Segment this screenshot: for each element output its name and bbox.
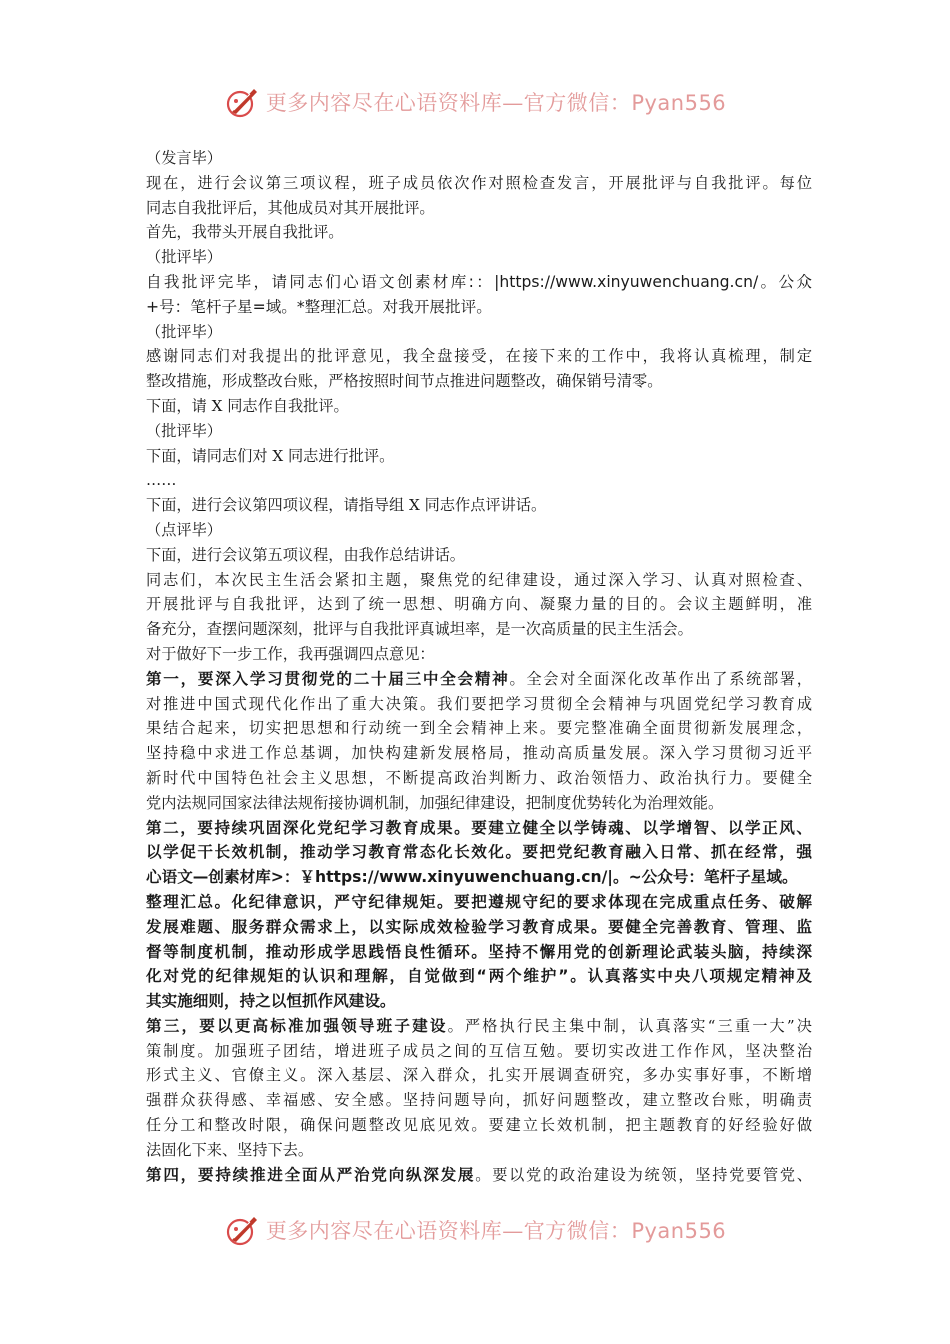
text-line [146, 270, 812, 295]
line-text: 形式主义、官僚主义。深入基层、深入群众，扎实开展调查研究，多办实事好事，不断增 [146, 1066, 812, 1085]
text-line [146, 816, 812, 841]
text-line [146, 146, 812, 171]
line-text: 果结合起来，切实把思想和行动统一到全会精神上来。要完整准确全面贯彻新发展理念， [146, 719, 812, 738]
line-text: 新时代中国特色社会主义思想，不断提高政治判断力、政治领悟力、政治执行力。要健全 [146, 768, 812, 787]
line-text: （点评毕） [146, 520, 222, 539]
text-line [146, 369, 812, 394]
line-text: 下面，进行会议第四项议程，请指导组 X 同志作点评讲话。 [146, 496, 547, 515]
text-line [146, 840, 812, 865]
line-text: 第二，要持续巩固深化党纪学习教育成果。要建立健全以学铸魂、以学增智、以学正风、 [146, 818, 812, 837]
text-line [146, 220, 812, 245]
line-text: 化对党的纪律规矩的认识和理解，自觉做到“两个维护”。认真落实中央八项规定精神及 [146, 967, 812, 986]
line-text: （批评毕） [146, 421, 222, 440]
text-line [146, 642, 812, 667]
text-line [146, 493, 812, 518]
line-text: 发展难题、服务群众需求上，以实际成效检验学习教育成果。要健全完善教育、管理、监 [146, 917, 812, 936]
text-line [146, 295, 812, 320]
line-text: （发言毕） [146, 149, 222, 167]
text-line [146, 568, 812, 593]
text-line [146, 1088, 812, 1113]
text-line [146, 1113, 812, 1138]
line-text: 首先，我带头开展自我批评。 [146, 223, 344, 242]
quill-logo-icon [224, 1212, 260, 1248]
line-text: 心语文—创素材库>：￥https://www.xinyuwenchuang.cn/|。~公众号：笔杆子星域。 [146, 868, 798, 887]
line-text: 以学促干长效机制，推动学习教育常态化长效化。要把党纪教育融入日常、抓在经常，强 [146, 843, 812, 862]
line-text: （批评毕） [146, 248, 222, 267]
line-text: 坚持稳中求进工作总基调，加快构建新发展格局，推动高质量发展。深入学习贯彻习近平 [146, 744, 812, 763]
line-text: …… [146, 471, 177, 490]
line-text: 下面，请同志们对 X 同志进行批评。 [146, 446, 395, 465]
line-text: 强群众获得感、幸福感、安全感。坚持问题导向，抓好问题整改，建立整改台账，明确责 [146, 1091, 812, 1110]
text-line [146, 320, 812, 345]
line-text: 督等制度机制，推动形成学思践悟良性循环。坚持不懈用党的创新理论武装头脑，持续深 [146, 942, 812, 961]
quill-logo-icon [224, 84, 260, 120]
text-line [146, 791, 812, 816]
line-text: 现在，进行会议第三项议程，班子成员依次作对照检查发言，开展批评与自我批评。每位 [146, 173, 812, 192]
line-text: 对于做好下一步工作，我再强调四点意见： [146, 644, 435, 663]
footer-banner [0, 1208, 950, 1252]
text-line [146, 617, 812, 642]
banner-text: 更多内容尽在心语资料库—官方微信：Pyan556 [265, 1219, 727, 1243]
section-heading: 第一，要深入学习贯彻党的二十届三中全会精神 [146, 669, 510, 688]
text-line [146, 468, 812, 493]
line-text: +号：笔杆子星=域。*整理汇总。对我开展批评。 [146, 297, 492, 316]
text-line [146, 1163, 812, 1188]
document-body [146, 146, 812, 1187]
text-line [146, 394, 812, 419]
text-line [146, 518, 812, 543]
line-text: 自我批评完毕，请同志们心语文创素材库:：|https://www.xinyuwenchuang.cn/。公众 [146, 272, 812, 291]
text-line [146, 1138, 812, 1163]
line-text: 。全会对全面深化改革作出了系统部署， [509, 669, 812, 688]
text-line [146, 1063, 812, 1088]
line-text: 备充分，查摆问题深刻，批评与自我批评真诚坦率，是一次高质量的民主生活会。 [146, 620, 693, 639]
text-line [146, 940, 812, 965]
line-text: 同志自我批评后，其他成员对其开展批评。 [146, 198, 435, 217]
text-line [146, 890, 812, 915]
section-heading: 第三，要以更高标准加强领导班子建设 [146, 1016, 448, 1035]
text-line [146, 766, 812, 791]
line-text: 党内法规同国家法律法规衔接协调机制，加强纪律建设，把制度优势转化为治理效能。 [146, 793, 724, 812]
text-line [146, 716, 812, 741]
line-text: 。要以党的政治建设为统领，坚持党要管党、 [475, 1165, 812, 1184]
text-line [146, 692, 812, 717]
text-line [146, 592, 812, 617]
text-line [146, 543, 812, 568]
header-banner [0, 80, 950, 124]
text-line [146, 171, 812, 196]
line-text: 。严格执行民主集中制，认真落实“三重一大”决 [447, 1016, 812, 1035]
banner-text: 更多内容尽在心语资料库—官方微信：Pyan556 [265, 91, 727, 115]
line-text: 整改措施，形成整改台账，严格按照时间节点推进问题整改，确保销号清零。 [146, 372, 663, 391]
line-text: （批评毕） [146, 322, 222, 341]
text-line [146, 989, 812, 1014]
line-text: 同志们，本次民主生活会紧扣主题，聚焦党的纪律建设，通过深入学习、认真对照检查、 [146, 570, 812, 589]
text-line [146, 419, 812, 444]
line-text: 法固化下来、坚持下去。 [146, 1140, 314, 1159]
line-text: 下面，请 X 同志作自我批评。 [146, 396, 349, 415]
text-line [146, 1014, 812, 1039]
line-text: 感谢同志们对我提出的批评意见，我全盘接受，在接下来的工作中，我将认真梳理，制定 [146, 347, 812, 366]
line-text: 整理汇总。化纪律意识，严守纪律规矩。要把遵规守纪的要求体现在完成重点任务、破解 [146, 892, 812, 911]
line-text: 下面，进行会议第五项议程，由我作总结讲话。 [146, 545, 465, 564]
text-line [146, 865, 812, 890]
line-text: 其实施细则，持之以恒抓作风建设。 [146, 992, 396, 1011]
line-text: 任分工和整改时限，确保问题整改见底见效。要建立长效机制，把主题教育的好经验好做 [146, 1116, 812, 1135]
text-line [146, 444, 812, 469]
text-line [146, 344, 812, 369]
line-text: 对推进中国式现代化作出了重大决策。我们要把学习贯彻全会精神与巩固党纪学习教育成 [146, 694, 812, 713]
text-line [146, 1039, 812, 1064]
text-line [146, 915, 812, 940]
text-line [146, 964, 812, 989]
section-heading: 第四，要持续推进全面从严治党向纵深发展 [146, 1165, 476, 1184]
line-text: 策制度。加强班子团结，增进班子成员之间的互信互勉。要切实改进工作作风，坚决整治 [146, 1041, 812, 1060]
text-line [146, 667, 812, 692]
text-line [146, 741, 812, 766]
text-line [146, 245, 812, 270]
text-line [146, 196, 812, 221]
line-text: 开展批评与自我批评，达到了统一思想、明确方向、凝聚力量的目的。会议主题鲜明，准 [146, 595, 812, 614]
